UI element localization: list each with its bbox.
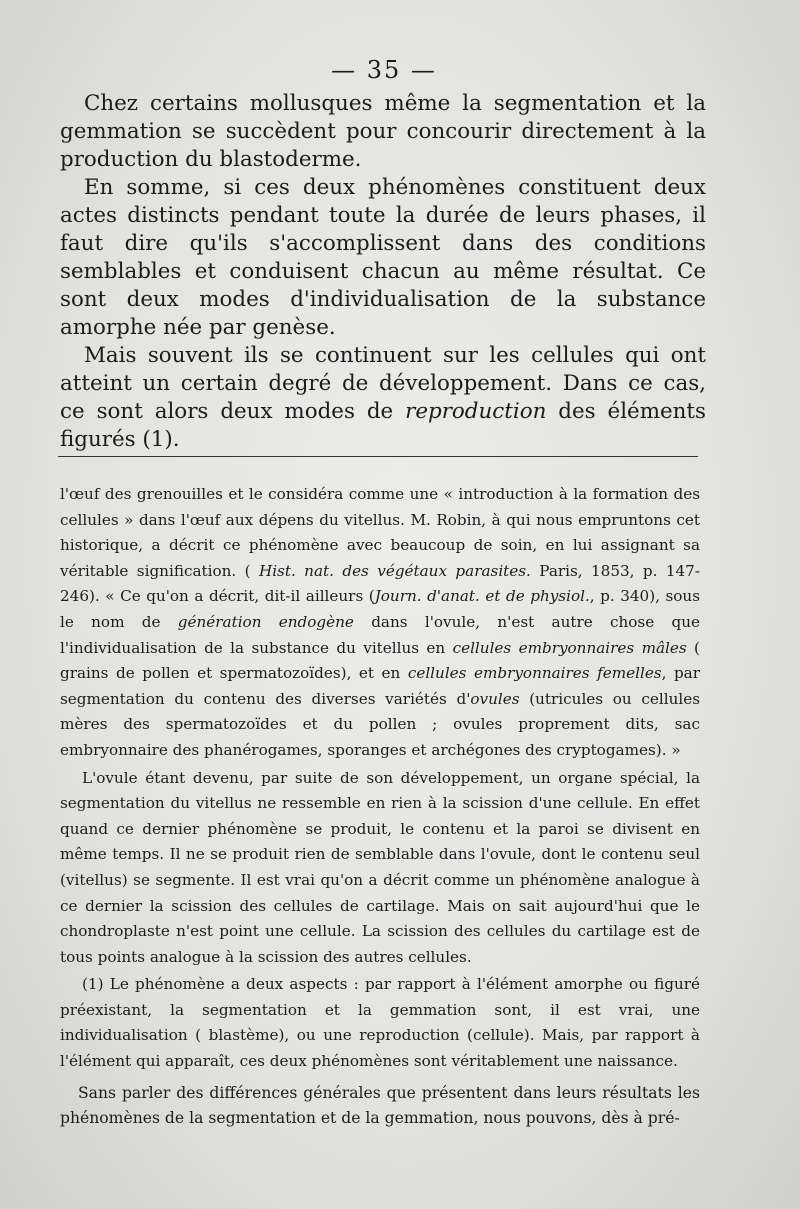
note-term: cellules embryonnaires femelles — [407, 664, 662, 683]
note-text: ( grains de pollen et spermatozoïdes), et en — [60, 638, 700, 683]
note-term: cellules embryonnaires mâles — [452, 638, 687, 657]
note-text: , par segmentation du contenu des diverses variétés d' — [60, 664, 700, 708]
paragraph-3-italic: reproduction — [405, 399, 547, 424]
note-citation: Journ. d'anat. et de physiol. — [374, 587, 590, 606]
paragraph-1: Chez certains mollusques même la segmentation et la gemmation se succèdent pour concourir directement à la production du blastoderme. — [60, 91, 706, 172]
note-text: l'œuf des grenouilles et le considéra comme une « introduction à la formation des cellules » dans l'œuf aux dépens du vitellus. M. Robin, à qui nous empruntons cet historique, a décrit ce phénomène avec beaucoup de soin, en lui assignant sa véritable signification. ( — [60, 485, 700, 580]
note-citation: Hist. nat. des végétaux parasites. — [258, 561, 531, 580]
note-text: , p. 340), sous le nom de — [60, 587, 700, 631]
main-text — [60, 90, 706, 454]
footnote-paragraph-ovule: L'ovule étant devenu, par suite de son développement, un organe spécial, la segmentation du vitellus ne ressemble en rien à la scission d'une cellule. En effet quand ce dernier phénomène se produit, le contenu et la paroi se divisent en même temps. Il ne se produit rien de semblable dans l'ovule, dont le contenu seul (vitellus) se segmente. Il est vrai qu'on a décrit comme un phénomène analogue à ce dernier la scission des cellules de cartilage. Mais on sait aujourd'hui que le chondroplaste n'est point une cellule. La scission des cellules du cartilage est de tous points analogue à la scission des autres cellules. — [60, 768, 700, 966]
footnote-1: (1) Le phénomène a deux aspects : par rapport à l'élément amorphe ou figuré préexistant, la segmentation et la gemmation sont, il est vrai, une individualisation ( blastème), ou une reproduction (cellule). Mais, par rapport à l'élément qui apparaît, ces deux phénomènes sont véritablement une naissance. — [60, 975, 700, 1071]
note-term: ovules — [470, 689, 520, 708]
note-term: génération endogène — [177, 612, 354, 631]
note-text: (utricules ou cellules mères des spermatozoïdes et du pollen ; ovules proprement dits, sac embryonnaire des phanérogames, sporanges et archégones des cryptogames). » — [60, 689, 700, 759]
footnotes — [60, 482, 700, 1132]
footnote-divider — [58, 456, 698, 457]
paragraph-3-text-a: Mais souvent ils se continuent sur les cellules qui ont atteint un certain degré de développement. Dans ce cas, ce sont alors deux modes de — [60, 343, 706, 424]
note-text: dans l'ovule, n'est autre chose que l'individualisation de la substance du vitellus en — [60, 612, 701, 657]
page-number: — 35 — — [331, 56, 437, 84]
bottom-paragraph: Sans parler des différences générales que présentent dans leurs résultats les phénomènes de la segmentation et de la gemmation, nous pouvons, dès à pré- — [60, 1083, 700, 1128]
note-text: Paris, 1853, p. 147-246). « Ce qu'on a décrit, dit-il ailleurs ( — [60, 561, 700, 606]
paragraph-2: En somme, si ces deux phénomènes constituent deux actes distincts pendant toute la durée de leurs phases, il faut dire qu'ils s'accomplissent dans des conditions semblables et conduisent chacun au même résultat. Ce sont deux modes d'individualisation de la substance amorphe née par genèse. — [60, 175, 706, 340]
paragraph-3-text-b: des éléments figurés (1). — [60, 399, 706, 452]
footnote-continuation — [60, 482, 700, 764]
paragraph-3 — [60, 342, 706, 454]
